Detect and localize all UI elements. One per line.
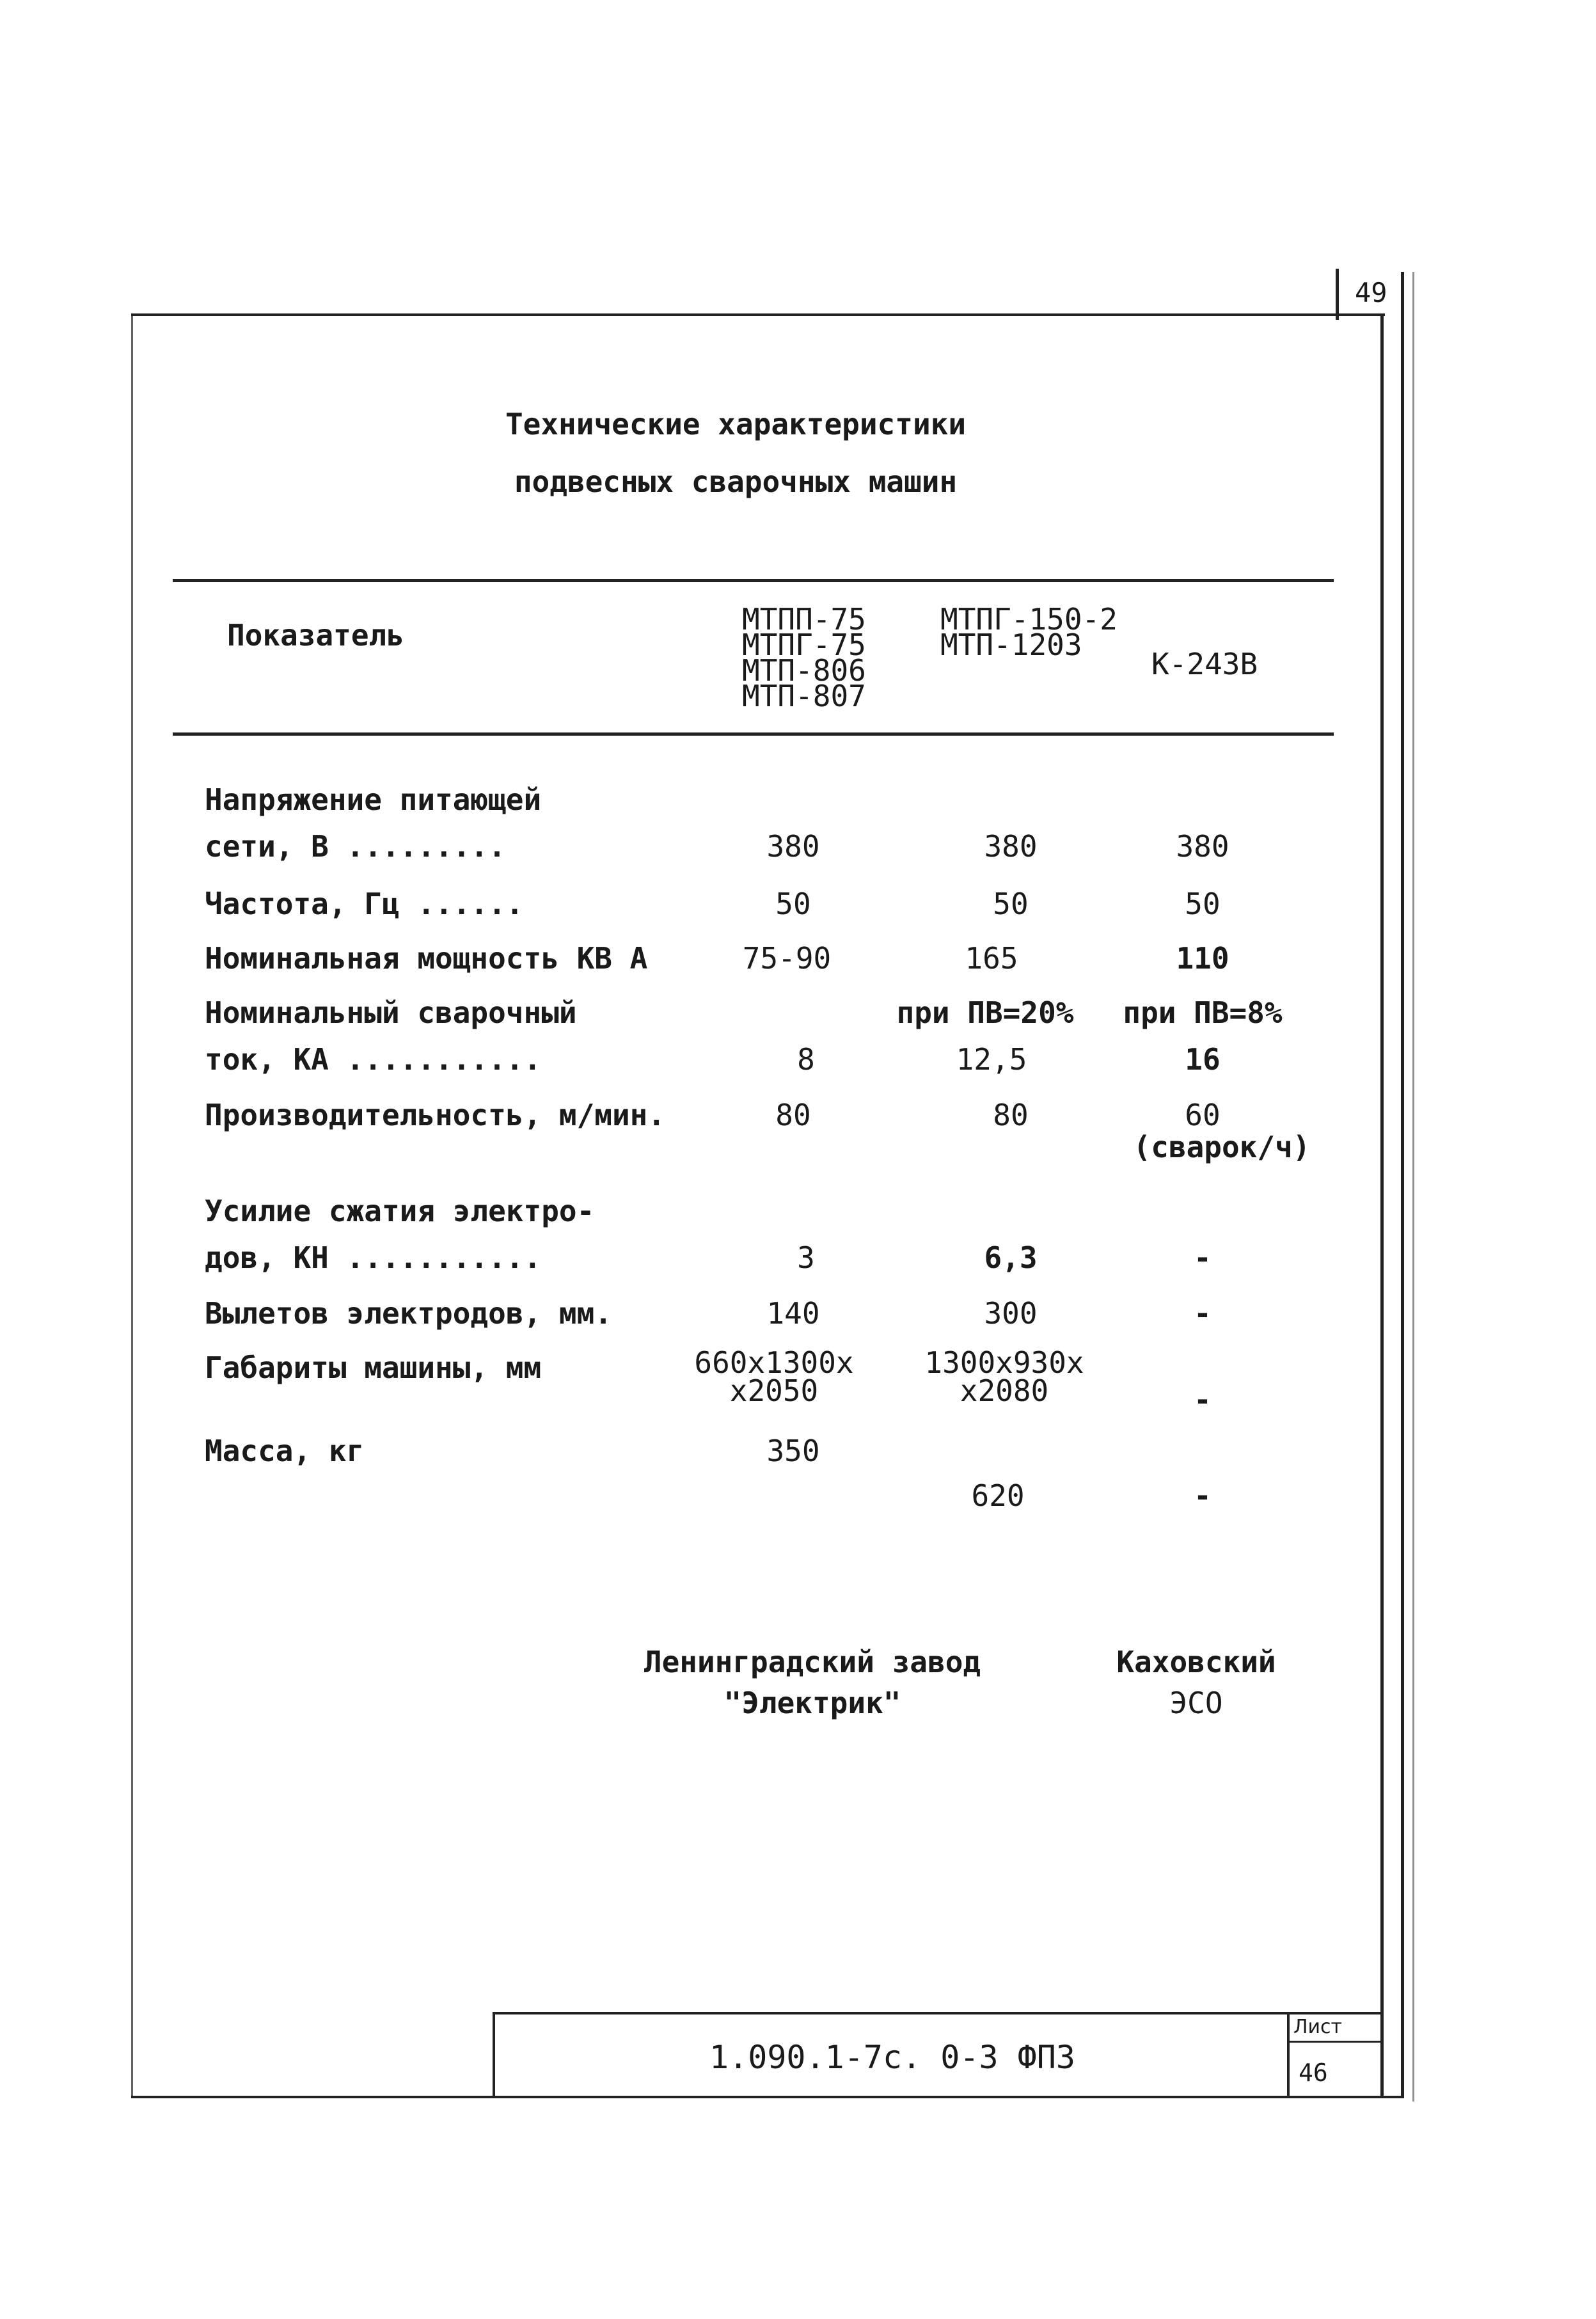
header-col1-model: МТП-807 <box>742 679 866 713</box>
frame-bottom-line <box>131 2096 1404 2098</box>
frame-top-line <box>131 313 1385 316</box>
row-value-col3: - <box>1194 1240 1212 1275</box>
header-col3: К-243В <box>1151 647 1258 681</box>
row-value-col1: 8 <box>797 1042 815 1077</box>
row-value-col3: 50 <box>1185 887 1221 921</box>
row-value-col3: 16 <box>1185 1042 1221 1077</box>
row-value-col3: - <box>1194 1382 1212 1417</box>
row-value-col3: - <box>1194 1296 1212 1331</box>
row-value-col2: 620 <box>971 1478 1025 1513</box>
row-value-col2: 380 <box>984 829 1038 864</box>
row-value-col3: 110 <box>1176 941 1229 976</box>
row-label: сети, В ......... <box>205 829 506 864</box>
table-top-rule <box>173 579 1334 582</box>
dimension-line: 1300x930x <box>924 1345 1084 1380</box>
manufacturer-right <box>1087 1644 1305 1721</box>
sheet-number-top: 49 <box>1355 277 1387 308</box>
row-label: Производительность, м/мин. <box>205 1098 666 1132</box>
sheet-number-box-left <box>1336 269 1339 320</box>
row-value-col1: 80 <box>775 1098 811 1132</box>
manufacturer-left-line: "Электрик" <box>723 1686 901 1720</box>
row-note-col2: при ПВ=20% <box>896 995 1074 1030</box>
row-value-col2: 300 <box>984 1296 1038 1331</box>
stamp-sheet-label: Лист <box>1293 2016 1343 2038</box>
row-value-col1: 50 <box>775 887 811 921</box>
stamp-sheet-hline <box>1287 2041 1382 2043</box>
row-label: Масса, кг <box>205 1434 365 1468</box>
row-value-col2: 165 <box>965 941 1018 976</box>
header-col2 <box>940 602 1151 662</box>
row-value-col2: 80 <box>993 1098 1029 1132</box>
table-header-bottom-rule <box>173 732 1334 736</box>
manufacturer-left-line: Ленинградский завод <box>644 1645 981 1679</box>
row-label: Номинальный сварочный <box>205 995 577 1030</box>
dimension-line: x2050 <box>729 1373 819 1408</box>
header-col2-model: МТП-1203 <box>940 628 1082 662</box>
row-value-col1: 3 <box>797 1240 815 1275</box>
stamp-sheet-value: 46 <box>1299 2059 1328 2087</box>
row-label: дов, КН ........... <box>205 1240 542 1275</box>
header-col2-model: МТПГ-150-2 <box>940 602 1118 637</box>
page-title-line2: подвесных сварочных машин <box>514 464 958 499</box>
page-title-line1: Технические характеристики <box>505 407 967 441</box>
stamp-sheet-divider <box>1287 2012 1290 2098</box>
row-label: Напряжение питающей <box>205 782 542 817</box>
header-col1-model: МТПП-75 <box>742 602 866 637</box>
row-value-col3: 380 <box>1176 829 1229 864</box>
row-label: Частота, Гц ...... <box>205 887 524 921</box>
frame-right-line-right <box>1412 272 1414 2101</box>
row-note-col3: (сварок/ч) <box>1133 1130 1311 1164</box>
header-col1-model: МТП-806 <box>742 653 866 688</box>
row-label: Усилие сжатия электро- <box>205 1194 595 1228</box>
row-label: Номинальная мощность КВ А <box>205 941 648 976</box>
manufacturer-right-line: ЭСО <box>1169 1686 1223 1720</box>
header-indicator: Показатель <box>227 618 404 653</box>
row-label: Габариты машины, мм <box>205 1350 542 1385</box>
frame-right-line-outer <box>1401 272 1404 2098</box>
row-value-col1: 380 <box>766 829 820 864</box>
row-value-col2: 6,3 <box>984 1240 1038 1275</box>
row-value-col1: 140 <box>766 1296 820 1331</box>
row-label: Вылетов электродов, мм. <box>205 1296 612 1331</box>
row-value-col1: 75-90 <box>742 941 832 976</box>
row-value-col3: - <box>1194 1478 1212 1513</box>
dimension-line: x2080 <box>960 1373 1049 1408</box>
manufacturer-left <box>614 1644 1011 1721</box>
header-col1-model: МТПГ-75 <box>742 628 866 662</box>
row-note-col3: при ПВ=8% <box>1123 995 1283 1030</box>
stamp-left-line <box>493 2012 495 2098</box>
dimension-line: 660x1300x <box>694 1345 854 1380</box>
row-value-col2: 50 <box>993 887 1029 921</box>
row-value-col1: 350 <box>766 1434 820 1468</box>
row-value-col3: 60 <box>1185 1098 1221 1132</box>
document-code: 1.090.1-7с. 0-3 ФП3 <box>709 2039 1075 2076</box>
row-label: ток, КА ........... <box>205 1042 542 1077</box>
stamp-top-line <box>493 2012 1382 2014</box>
row-value-col1 <box>678 1345 870 1408</box>
frame-right-line-inner <box>1380 313 1384 2098</box>
manufacturer-right-line: Каховский <box>1116 1645 1276 1679</box>
row-value-col2 <box>896 1345 1113 1408</box>
header-col1 <box>742 602 902 713</box>
frame-left-line <box>131 313 133 2098</box>
row-value-col2: 12,5 <box>956 1042 1027 1077</box>
